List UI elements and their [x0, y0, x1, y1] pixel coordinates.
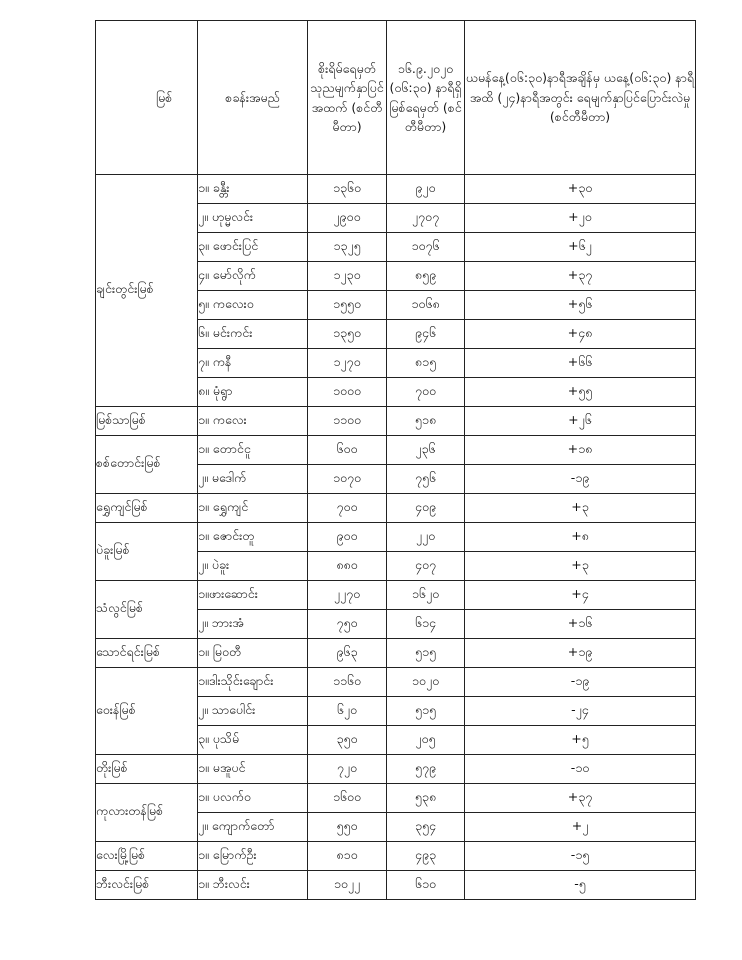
level-change-cell: +၃၇ [465, 262, 696, 291]
level-change-cell: +၄၈ [465, 320, 696, 349]
station-name-cell: ၁။ ဘီးလင်း [198, 871, 308, 900]
station-name-cell: ၁။ ဇောင်းတူ [198, 523, 308, 552]
level-change-cell: +၁၉ [465, 639, 696, 668]
table-row [96, 668, 696, 697]
level-change-cell: +၂ [465, 813, 696, 842]
header-row [96, 21, 696, 175]
danger-level-cell: ၁၃၂၅ [308, 233, 387, 262]
station-name-cell: ၇။ ကနီ [198, 349, 308, 378]
danger-level-cell: ၉၆၃ [308, 639, 387, 668]
level-change-cell: +၄ [465, 581, 696, 610]
danger-level-cell: ၁၅၅၀ [308, 291, 387, 320]
current-level-cell: ၅၁၅ [387, 639, 465, 668]
current-level-cell: ၄၉၃ [387, 842, 465, 871]
level-change-cell: +၅၅ [465, 378, 696, 407]
danger-level-cell: ၇၂၀ [308, 755, 387, 784]
level-change-cell: +၅ [465, 726, 696, 755]
danger-level-cell: ၂၂၇၀ [308, 581, 387, 610]
current-level-cell: ၂၇၀၇ [387, 204, 465, 233]
current-level-cell: ၅၇၉ [387, 755, 465, 784]
danger-level-cell: ၂၉၀၀ [308, 204, 387, 233]
current-level-cell: ၄၀၉ [387, 494, 465, 523]
station-name-cell: ၂။ ဘားအံ [198, 610, 308, 639]
station-name-cell: ၁။ ရွှေကျင် [198, 494, 308, 523]
danger-level-cell: ၁၃၆၀ [308, 175, 387, 204]
river-name-cell: မြစ်သာမြစ် [96, 407, 198, 436]
level-change-cell: +၃ [465, 494, 696, 523]
danger-level-cell: ၁၀၂၂ [308, 871, 387, 900]
river-name-cell: တိုးမြစ် [96, 755, 198, 784]
station-name-cell: ၂။ သာပေါင်း [198, 697, 308, 726]
danger-level-cell: ၈၁၀ [308, 842, 387, 871]
river-name-cell: သောင်ရင်းမြစ် [96, 639, 198, 668]
river-water-level-table [95, 20, 696, 900]
danger-level-cell: ၁၂၇၀ [308, 349, 387, 378]
current-level-cell: ၆၁၀ [387, 871, 465, 900]
level-change-cell: -၁၉ [465, 465, 696, 494]
river-name-cell: ကုလားတန်မြစ် [96, 784, 198, 842]
current-level-cell: ၁၀၂၀ [387, 668, 465, 697]
table-row [96, 842, 696, 871]
river-name-cell: သံလွင်မြစ် [96, 581, 198, 639]
table-row [96, 407, 696, 436]
table-row [96, 755, 696, 784]
current-level-cell: ၅၃၈ [387, 784, 465, 813]
station-name-cell: ၁။ မြဝတီ [198, 639, 308, 668]
current-level-column-header: ၁၆.၉.၂၀၂၀ (၀၆:၃၀) နာရီရှိ မြစ်ရေမှတ် (စင်တီမီတာ) [387, 21, 465, 175]
station-name-cell: ၃။ ဖောင်းပြင် [198, 233, 308, 262]
level-change-cell: -၁၅ [465, 842, 696, 871]
danger-level-cell: ၁၁၀၀ [308, 407, 387, 436]
station-name-cell: ၁။ ကလေး [198, 407, 308, 436]
station-name-cell: ၁။ ခန္တီး [198, 175, 308, 204]
danger-level-cell: ၁၀၀၀ [308, 378, 387, 407]
current-level-cell: ၅၁၈ [387, 407, 465, 436]
table-row [96, 523, 696, 552]
current-level-cell: ၅၁၅ [387, 697, 465, 726]
level-change-cell: +၂၆ [465, 407, 696, 436]
station-name-cell: ၄။ မော်လိုက် [198, 262, 308, 291]
danger-level-column-header: စိုးရိမ်ရေမှတ် သုညမျက်နှာပြင် အထက် (စင်တီမီတာ) [308, 21, 387, 175]
level-change-cell: -၅ [465, 871, 696, 900]
level-change-cell: +၃၀ [465, 175, 696, 204]
level-change-cell: +၆၆ [465, 349, 696, 378]
current-level-cell: ၉၂၀ [387, 175, 465, 204]
current-level-cell: ၇၀၀ [387, 378, 465, 407]
level-change-cell: +၅၆ [465, 291, 696, 320]
danger-level-cell: ၈၈၀ [308, 552, 387, 581]
river-name-cell: ချင်းတွင်းမြစ် [96, 175, 198, 407]
danger-level-cell: ၁၆၀၀ [308, 784, 387, 813]
danger-level-cell: ၆၀၀ [308, 436, 387, 465]
river-name-cell: ရွှေကျင်မြစ် [96, 494, 198, 523]
change-column-header: ယမန်နေ့(၀၆:၃၀)နာရီအချိန်မှ ယနေ့(၀၆:၃၀) နာရီအထိ (၂၄)နာရီအတွင်း ရေမျက်နှာပြင်ပြောင်းလဲမှု (စင်တီမီတာ) [465, 21, 696, 175]
level-change-cell: +၃၇ [465, 784, 696, 813]
level-change-cell: +၂၀ [465, 204, 696, 233]
current-level-cell: ၁၀၆၈ [387, 291, 465, 320]
current-level-cell: ၆၁၄ [387, 610, 465, 639]
station-name-cell: ၁။ မြောက်ဦး [198, 842, 308, 871]
current-level-cell: ၇၅၆ [387, 465, 465, 494]
table-row [96, 175, 696, 204]
current-level-cell: ၈၁၅ [387, 349, 465, 378]
current-level-cell: ၁၆၂၀ [387, 581, 465, 610]
river-name-cell: စစ်တောင်းမြစ် [96, 436, 198, 494]
river-name-cell: ပဲခူးမြစ် [96, 523, 198, 581]
current-level-cell: ၂၂၀ [387, 523, 465, 552]
station-name-cell: ၂။ ကျောက်တော် [198, 813, 308, 842]
current-level-cell: ၃၅၄ [387, 813, 465, 842]
level-change-cell: -၂၄ [465, 697, 696, 726]
danger-level-cell: ၇၅၀ [308, 610, 387, 639]
danger-level-cell: ၁၂၃၀ [308, 262, 387, 291]
level-change-cell: -၁၉ [465, 668, 696, 697]
table-row [96, 494, 696, 523]
table-body [96, 175, 696, 900]
station-name-cell: ၂။ မဒေါက် [198, 465, 308, 494]
level-change-cell: +၈ [465, 523, 696, 552]
level-change-cell: -၁၀ [465, 755, 696, 784]
danger-level-cell: ၁၀၇၀ [308, 465, 387, 494]
station-name-cell: ၂။ ဟုမ္မလင်း [198, 204, 308, 233]
station-name-cell: ၁။ဒါးသိုင်းချောင်း [198, 668, 308, 697]
station-name-cell: ၁။ တောင်ငူ [198, 436, 308, 465]
table-row [96, 639, 696, 668]
danger-level-cell: ၁၁၆၀ [308, 668, 387, 697]
danger-level-cell: ၅၅၀ [308, 813, 387, 842]
river-name-cell: လေးမြို့မြစ် [96, 842, 198, 871]
station-name-cell: ၆။ မင်းကင်း [198, 320, 308, 349]
river-name-cell: ဘီးလင်းမြစ် [96, 871, 198, 900]
river-column-header: မြစ် [96, 21, 198, 175]
level-change-cell: +၁၆ [465, 610, 696, 639]
station-column-header: စခန်းအမည် [198, 21, 308, 175]
danger-level-cell: ၃၅၀ [308, 726, 387, 755]
station-name-cell: ၁။ မအူပင် [198, 755, 308, 784]
current-level-cell: ၁၀၇၆ [387, 233, 465, 262]
station-name-cell: ၁။ဖားဆောင်း [198, 581, 308, 610]
station-name-cell: ၈။ မုံရွာ [198, 378, 308, 407]
danger-level-cell: ၁၃၅၀ [308, 320, 387, 349]
danger-level-cell: ၆၂၀ [308, 697, 387, 726]
station-name-cell: ၅။ ကလေးဝ [198, 291, 308, 320]
station-name-cell: ၃။ ပုသိမ် [198, 726, 308, 755]
river-name-cell: ဝေးန်မြစ် [96, 668, 198, 755]
current-level-cell: ၂၃၆ [387, 436, 465, 465]
danger-level-cell: ၇၀၀ [308, 494, 387, 523]
table-row [96, 784, 696, 813]
current-level-cell: ၂၀၅ [387, 726, 465, 755]
level-change-cell: +၃ [465, 552, 696, 581]
current-level-cell: ၉၄၆ [387, 320, 465, 349]
level-change-cell: +၆၂ [465, 233, 696, 262]
station-name-cell: ၂။ ပဲခူး [198, 552, 308, 581]
current-level-cell: ၄၀၇ [387, 552, 465, 581]
level-change-cell: +၁၈ [465, 436, 696, 465]
current-level-cell: ၈၅၉ [387, 262, 465, 291]
station-name-cell: ၁။ ပလက်ဝ [198, 784, 308, 813]
table-row [96, 581, 696, 610]
table-row [96, 436, 696, 465]
danger-level-cell: ၉၀၀ [308, 523, 387, 552]
table-row [96, 871, 696, 900]
